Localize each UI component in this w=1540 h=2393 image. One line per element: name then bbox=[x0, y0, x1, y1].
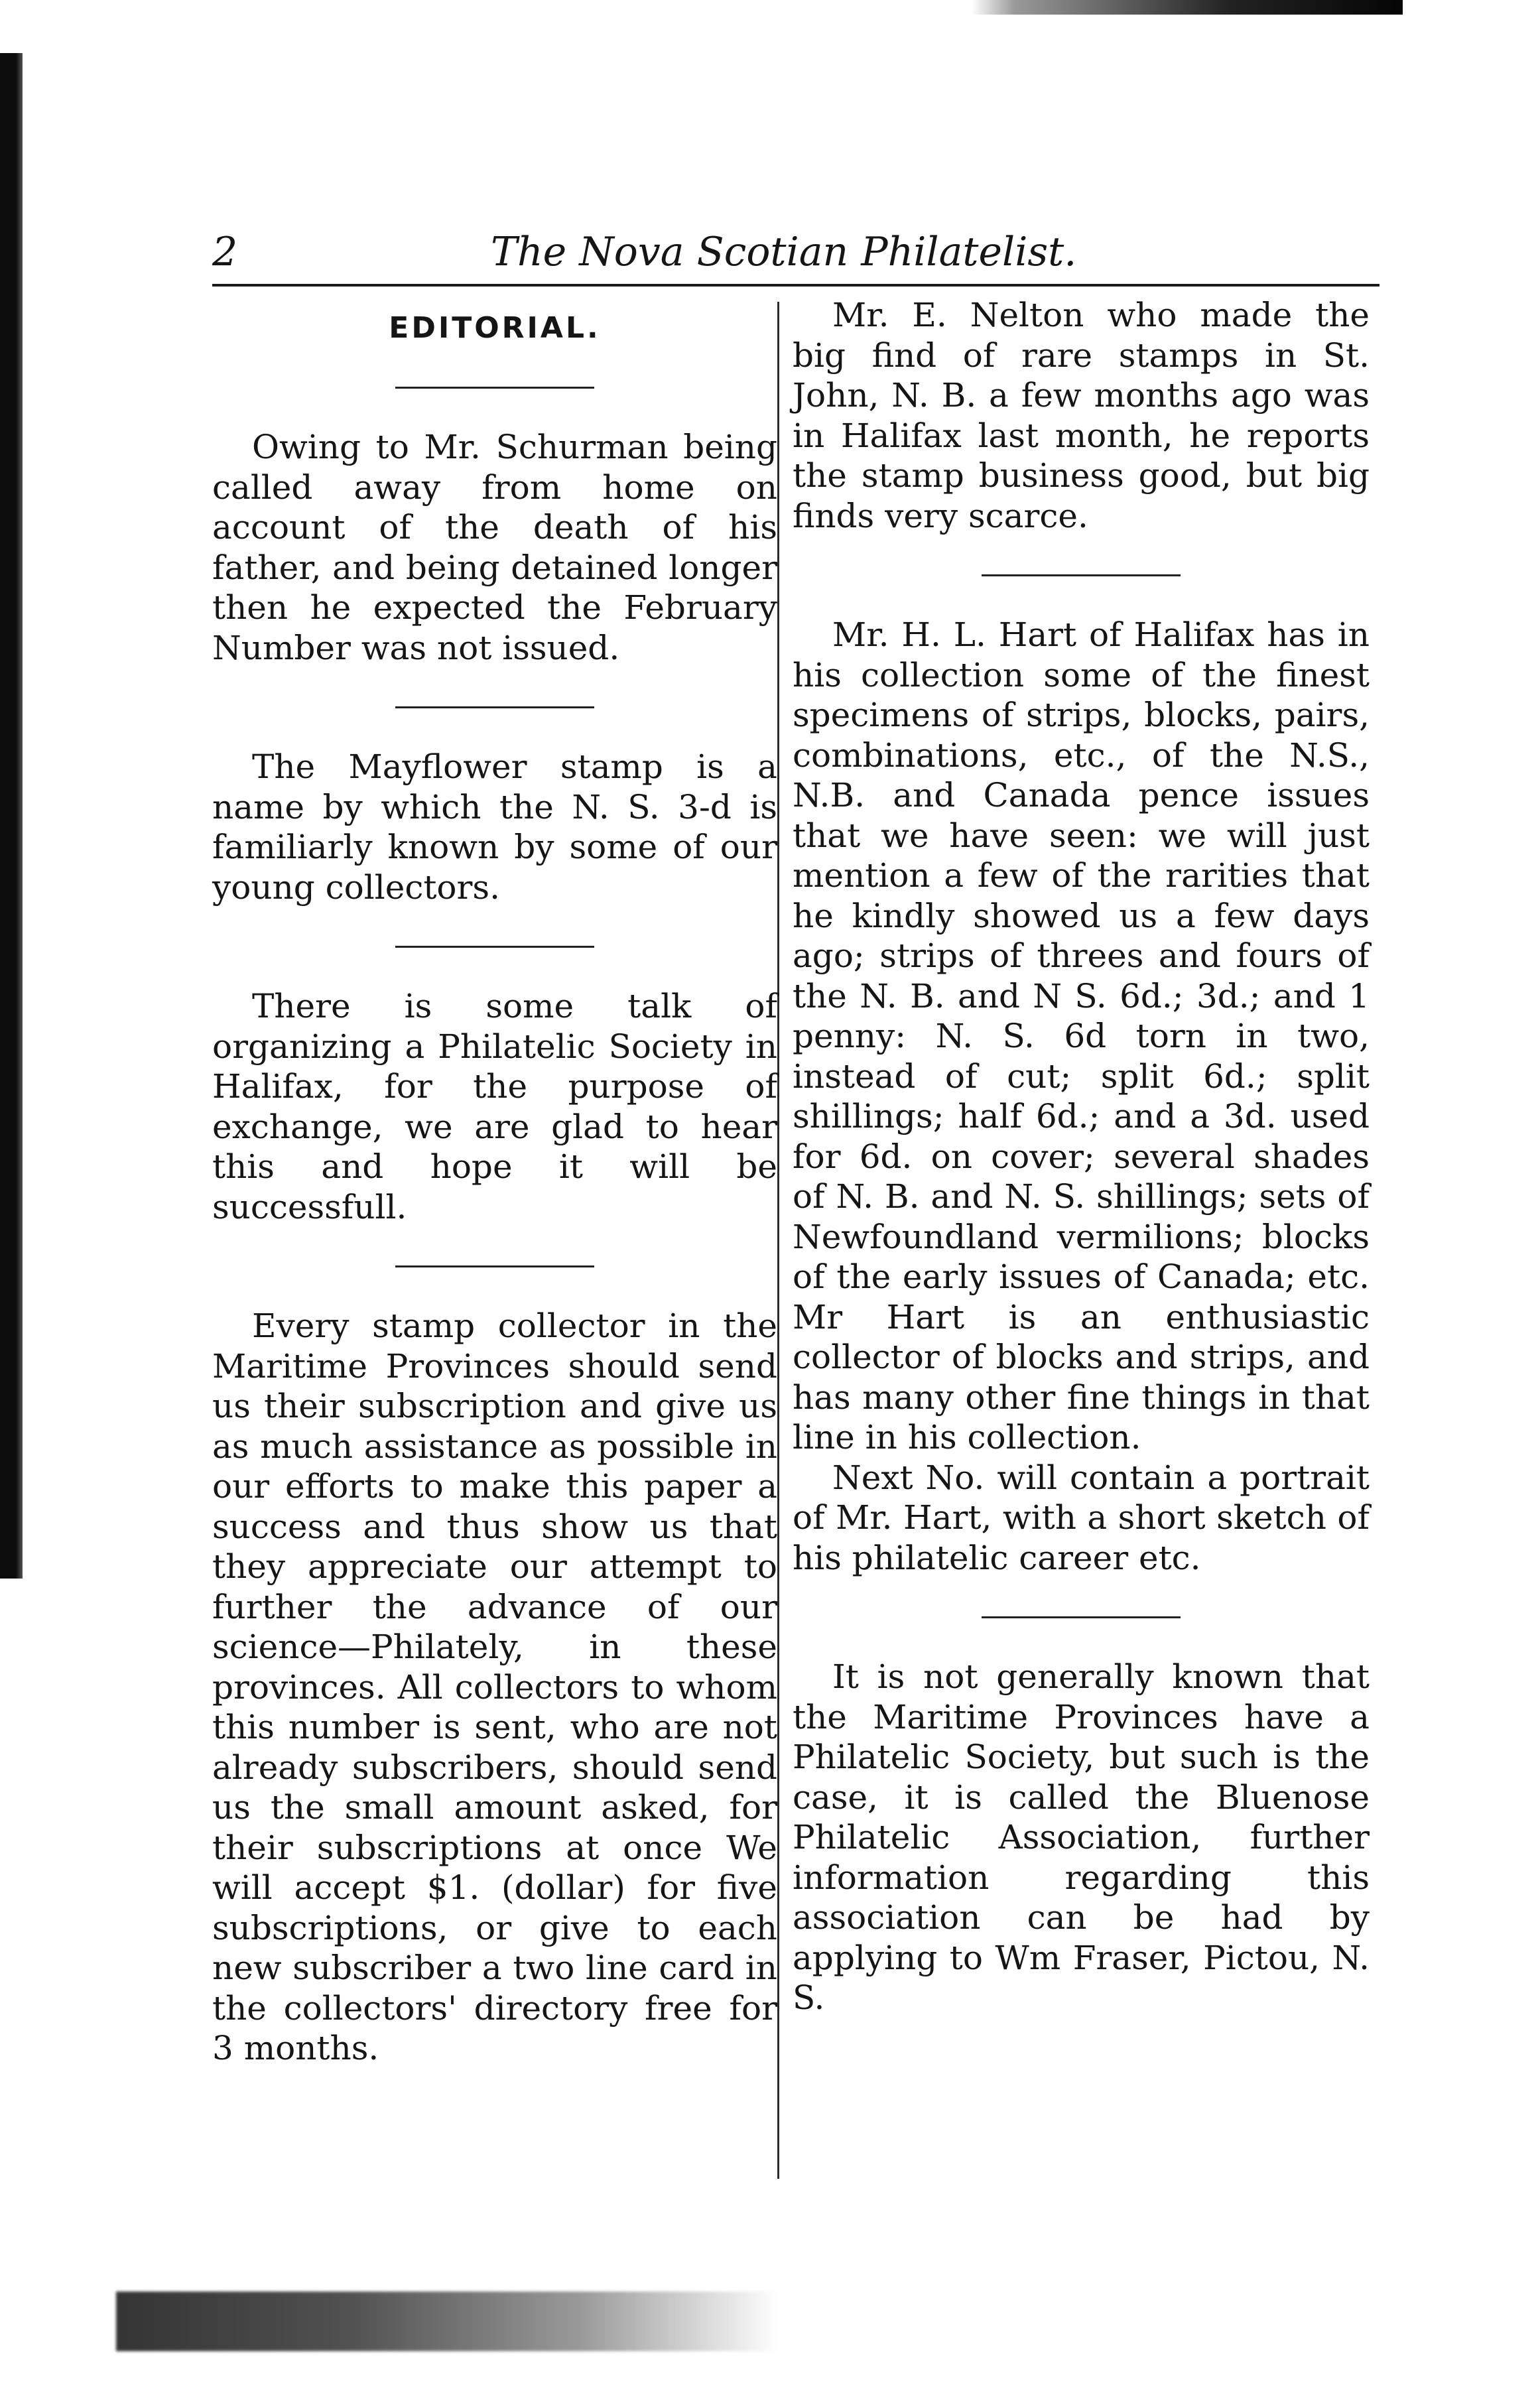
paragraph-bluenose-society: It is not generally known that the Maritime Provinces have a Philatelic Society, but such is the case, it is called the Bluenose Philatelic Association, further information regarding this association can be had by applying to Wm Fraser, Pictou, N. S. bbox=[793, 1657, 1370, 2017]
editorial-heading: EDITORIAL. bbox=[389, 311, 601, 345]
page-number: 2 bbox=[212, 229, 238, 275]
paragraph-nelton: Mr. E. Nelton who made the big find of rare stamps in St. John, N. B. a few months ago was in Halifax last month, he reports the stamp business good, but big finds very scarce. bbox=[793, 296, 1370, 535]
paragraph-subscriptions: Every stamp collector in the Maritime Provinces should send us their subscription and give us as much assistance as possible in our efforts to make this paper a success and thus show us that they appreciate our attempt to further the advance of our science—Philately, in these provinces. All collectors to whom this number is sent, who are not already subscribers, should send us the small amount asked, for their subscriptions at once We will accept $1. (dollar) for five subscriptions, or give to each new subscriber a two line card in the collectors' directory free for 3 months. bbox=[212, 1307, 777, 2067]
paragraph-society-halifax: There is some talk of organizing a Philatelic Society in Halifax, for the purpose of exchange, we are glad to hear this and hope it will be successfull. bbox=[212, 987, 777, 1226]
scan-edge-shadow bbox=[0, 53, 23, 1579]
section-rule bbox=[982, 1616, 1181, 1618]
section-rule bbox=[395, 1265, 594, 1267]
paragraph-schurman: Owing to Mr. Schurman being called away from home on account of the death of his father, and being detained longer then he expected the February Number was not issued. bbox=[212, 428, 777, 667]
right-column bbox=[793, 295, 1370, 2018]
journal-title: The Nova Scotian Philatelist. bbox=[491, 229, 1077, 275]
column-divider bbox=[777, 302, 779, 2179]
page-header bbox=[212, 216, 1380, 289]
left-column bbox=[212, 295, 777, 2069]
section-rule bbox=[395, 387, 594, 389]
paragraph-hart-collection: Mr. H. L. Hart of Halifax has in his collection some of the finest specimens of strips, blocks, pairs, combinations, etc., of the N.S., N.B. and Canada pence issues that we have seen: we will just mention a few of the rarities that he kindly showed us a few days ago; strips of threes and fours of the N. B. and N S. 6d.; 3d.; and 1 penny: N. S. 6d torn in two, instead of cut; split 6d.; split shillings; half 6d.; and a 3d. used for 6d. on cover; several shades of N. B. and N. S. shillings; sets of Newfoundland vermilions; blocks of the early issues of Canada; etc. Mr Hart is an enthusiastic collector of blocks and strips, and has many other fine things in that line in his collection. bbox=[793, 615, 1370, 1456]
section-rule bbox=[395, 946, 594, 948]
paragraph-mayflower: The Mayflower stamp is a name by which the N. S. 3-d is familiarly known by some of our young collectors. bbox=[212, 747, 777, 907]
scan-top-streak bbox=[972, 0, 1403, 15]
scan-bottom-smudge bbox=[116, 2292, 779, 2351]
paragraph-next-number: Next No. will contain a portrait of Mr. Hart, with a short sketch of his philatelic career etc. bbox=[793, 1458, 1370, 1577]
header-rule bbox=[212, 284, 1380, 287]
section-rule bbox=[982, 574, 1181, 576]
section-rule bbox=[395, 706, 594, 708]
